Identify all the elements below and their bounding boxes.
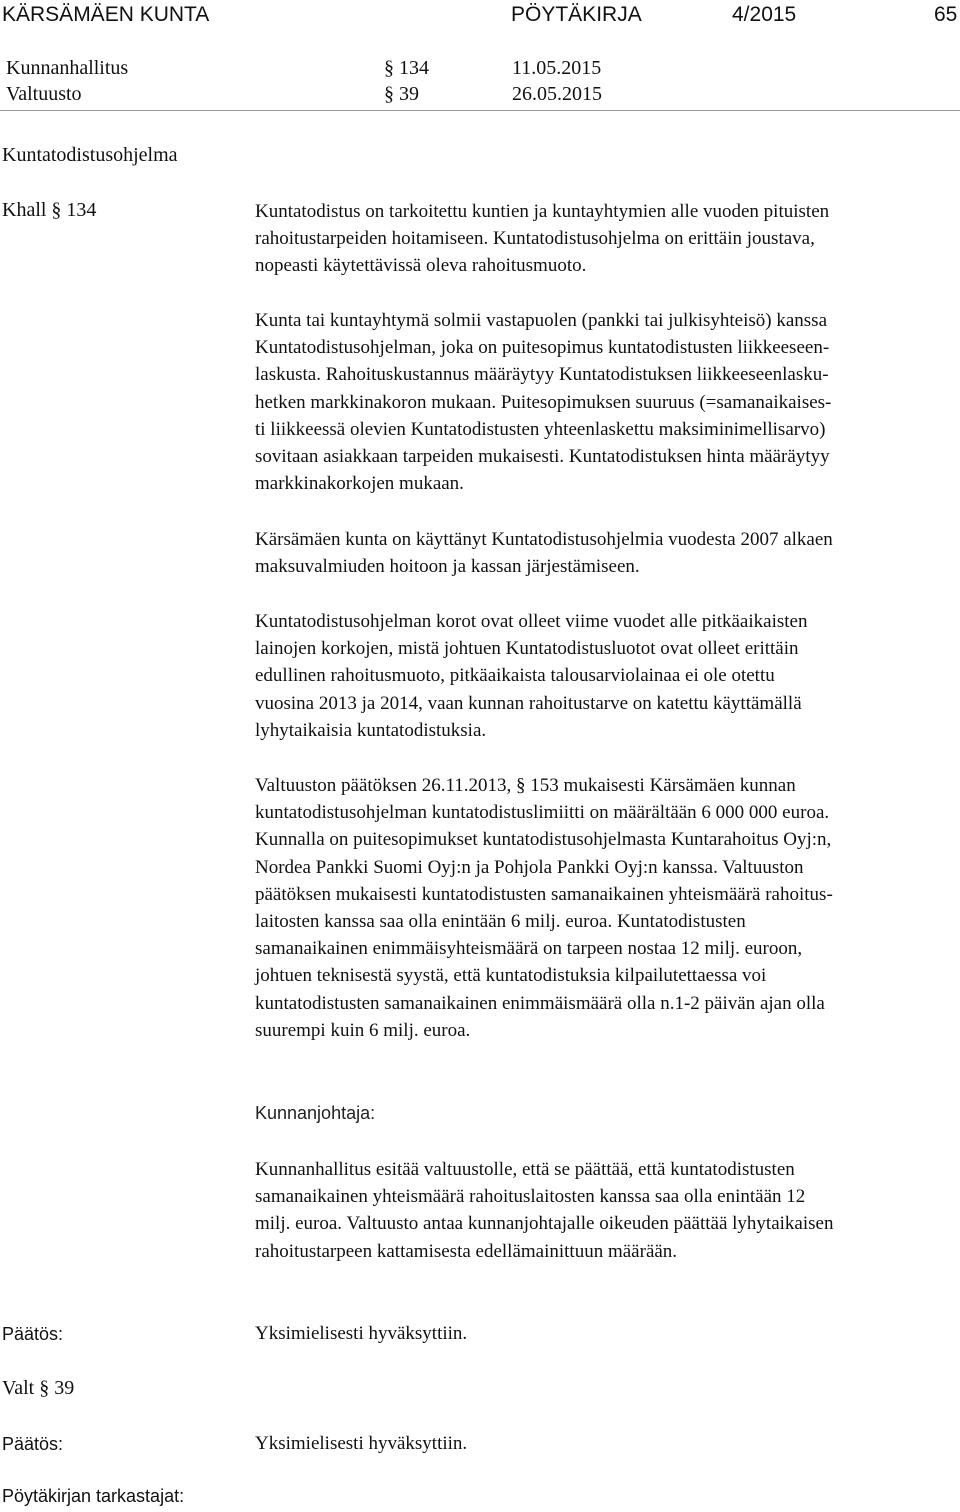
paragraph-line: Kunnalla on puitesopimukset kuntatodistusohjelmasta Kuntarahoitus Oyj:n, — [255, 829, 832, 851]
paragraph-line: rahoitustarpeiden hoitamiseen. Kuntatodistusohjelma on erittäin joustava, — [255, 228, 815, 250]
paragraph-line: ti liikkeessä olevien Kuntatodistusten yhteenlaskettu maksiminimellisarvo) — [255, 418, 826, 440]
meta-date-2: 26.05.2015 — [512, 83, 602, 105]
paragraph-4 — [255, 608, 960, 744]
paragraph-5 — [255, 772, 960, 1044]
proposal-text — [255, 1156, 960, 1265]
paragraph-line: sovitaan asiakkaan tarpeiden mukaisesti. Kuntatodistuksen hinta määräytyy — [255, 446, 830, 468]
paragraph-line: lyhytaikaisia kuntatodistuksia. — [255, 719, 487, 741]
paragraph-line: johtuen teknisestä syystä, että kuntatodistuksia kilpailutettaessa voi — [255, 965, 767, 987]
paragraph-line: laskusta. Rahoituskustannus määräytyy Kuntatodistuksen liikkeeseenlasku- — [255, 364, 829, 386]
paragraph-1 — [255, 198, 960, 280]
paragraph-line: edullinen rahoitusmuoto, pitkäaikaista talousarviolainaa ei ole otettu — [255, 665, 775, 687]
meta-section-2: § 39 — [384, 83, 419, 105]
khall-label: Khall § 134 — [2, 199, 97, 221]
paragraph-line: laitosten kanssa saa olla enintään 6 milj. euroa. Kuntatodistusten — [255, 911, 746, 933]
reviewers-label: Pöytäkirjan tarkastajat: — [2, 1486, 185, 1506]
decision-label-2: Päätös: — [2, 1434, 64, 1454]
proposer-label: Kunnanjohtaja: — [255, 1103, 376, 1123]
paragraph-line: suurempi kuin 6 milj. euroa. — [255, 1019, 471, 1041]
proposal-line: Kunnanhallitus esitää valtuustolle, että se päättää, että kuntatodistusten — [255, 1159, 795, 1180]
meta-date-1: 11.05.2015 — [512, 57, 602, 79]
paragraph-line: nopeasti käytettävissä oleva rahoitusmuoto. — [255, 255, 587, 277]
paragraph-line: Kunta tai kuntayhtymä solmii vastapuolen (pankki tai julkisyhteisö) kanssa — [255, 310, 828, 331]
paragraph-line: Kuntatodistusohjelman korot ovat olleet viime vuodet alle pitkäaikaisten — [255, 611, 808, 632]
page-header — [0, 0, 960, 30]
decision-text-1: Yksimielisesti hyväksyttiin. — [255, 1323, 468, 1344]
paragraph-line: lainojen korkojen, mistä johtuen Kuntatodistusluotot ovat olleet erittäin — [255, 638, 799, 660]
paragraph-line: kuntatodistusohjelman kuntatodistuslimiitti on määrältään 6 000 000 euroa. — [255, 802, 830, 824]
paragraph-line: Kuntatodistus on tarkoitettu kuntien ja kuntayhtymien alle vuoden pituisten — [255, 201, 830, 222]
decision-text-2: Yksimielisesti hyväksyttiin. — [255, 1433, 468, 1454]
page-number: 65 — [934, 3, 958, 26]
proposal-line: milj. euroa. Valtuusto antaa kunnanjohtajalle oikeuden päättää lyhytaikaisen — [255, 1213, 834, 1235]
meta-body-1: Kunnanhallitus — [6, 57, 129, 79]
section-title: Kuntatodistusohjelma — [2, 144, 178, 166]
paragraph-line: päätöksen mukaisesti kuntatodistusten samanaikainen yhteismäärä rahoitus- — [255, 883, 833, 905]
paragraph-line: Nordea Pankki Suomi Oyj:n ja Pohjola Pankki Oyj:n kanssa. Valtuuston — [255, 856, 804, 878]
valt-label: Valt § 39 — [2, 1377, 75, 1399]
paragraph-2 — [255, 307, 960, 497]
paragraph-line: Kärsämäen kunta on käyttänyt Kuntatodistusohjelmia vuodesta 2007 alkaen — [255, 529, 833, 550]
decision-label-1: Päätös: — [2, 1324, 64, 1344]
meta-section-1: § 134 — [384, 57, 429, 79]
paragraph-line: kuntatodistusten samanaikainen enimmäismäärä olla n.1-2 päivän ajan olla — [255, 992, 825, 1014]
paragraph-line: markkinakorkojen mukaan. — [255, 473, 464, 495]
paragraph-line: Valtuuston päätöksen 26.11.2013, § 153 mukaisesti Kärsämäen kunnan — [255, 775, 796, 796]
paragraph-line: samanaikainen enimmäisyhteismäärä on tarpeen nostaa 12 milj. euroon, — [255, 938, 803, 960]
paragraph-line: Kuntatodistusohjelman, joka on puitesopimus kuntatodistusten liikkeeseen- — [255, 337, 830, 359]
document-number: 4/2015 — [732, 3, 797, 26]
proposal-line: samanaikainen yhteismäärä rahoituslaitosten kanssa saa olla enintään 12 — [255, 1186, 806, 1208]
municipality-name: KÄRSÄMÄEN KUNTA — [2, 3, 210, 26]
paragraph-line: vuosina 2013 ja 2014, vaan kunnan rahoitustarve on katettu käyttämällä — [255, 692, 802, 714]
paragraph-3 — [255, 526, 960, 580]
meta-body-2: Valtuusto — [6, 83, 82, 105]
proposal-line: rahoitustarpeen kattamisesta edellämainittuun määrään. — [255, 1240, 678, 1262]
paragraph-line: hetken markkinakoron mukaan. Puitesopimuksen suuruus (=samanaikaises- — [255, 391, 832, 413]
paragraph-line: maksuvalmiuden hoitoon ja kassan järjestämiseen. — [255, 556, 640, 578]
header-divider — [0, 110, 960, 111]
document-type: PÖYTÄKIRJA — [511, 3, 642, 26]
